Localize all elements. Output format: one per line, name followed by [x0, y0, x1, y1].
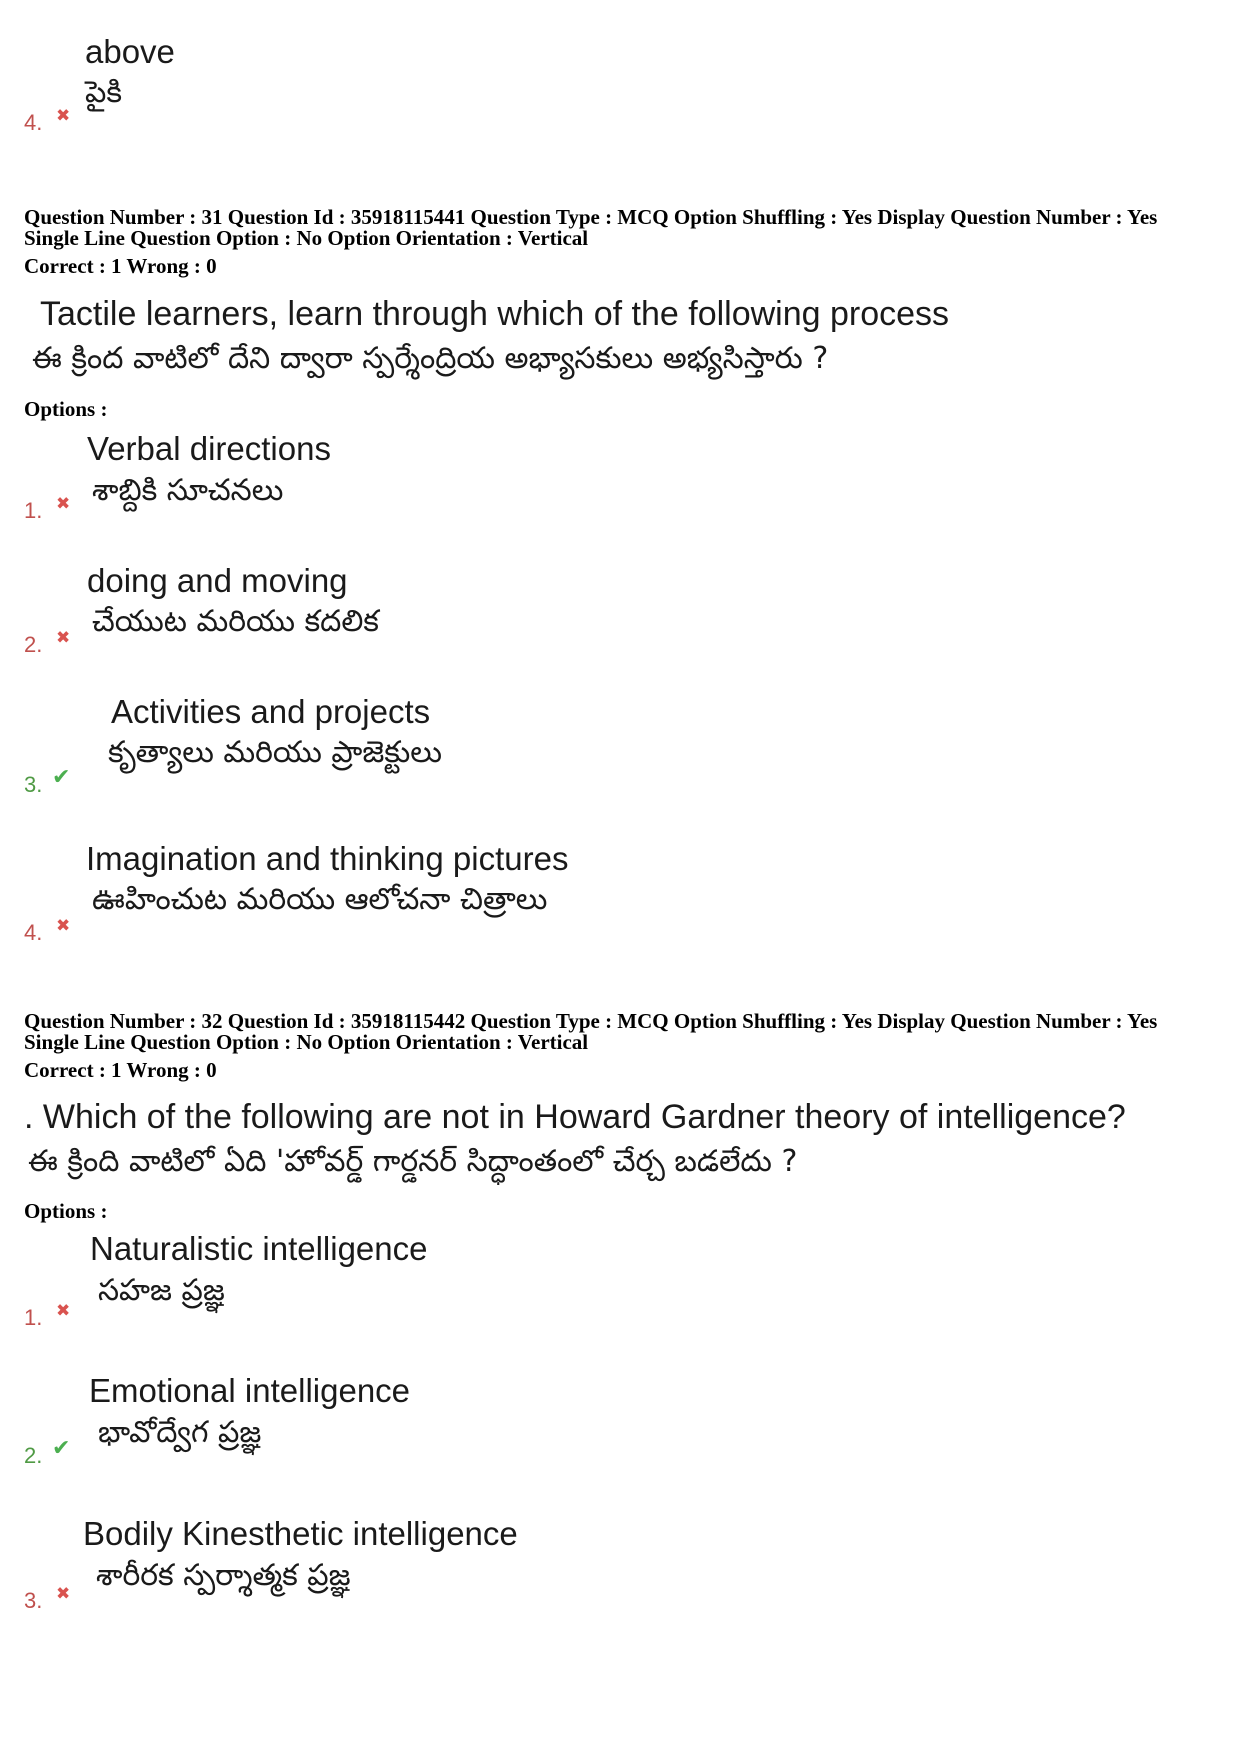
q32-question-en: . Which of the following are not in Howard Gardner theory of intelligence?	[24, 1098, 1126, 1136]
q32-option-2-te: భావోద్వేగ ప్రజ్ఞ	[98, 1415, 262, 1450]
option-4-text-en: above	[85, 33, 175, 70]
cross-icon: ✖	[56, 1301, 71, 1321]
option-4-text-te: పైకి	[85, 75, 122, 110]
q31-option-1-te: శాబ్దికి సూచనలు	[92, 473, 284, 508]
q31-option-2-number: 2.	[24, 632, 43, 657]
q31-marks: Correct : 1 Wrong : 0	[24, 254, 217, 278]
check-icon: ✔	[52, 1436, 71, 1461]
q31-option-3-en: Activities and projects	[111, 693, 431, 730]
cross-icon: ✖	[56, 1584, 71, 1604]
cross-icon: ✖	[56, 916, 71, 936]
cross-icon: ✖	[56, 494, 71, 514]
q31-meta-line-1: Question Number : 31 Question Id : 35918115441 Question Type : MCQ Option Shuffling : Yes Display Question Number : Yes	[24, 205, 1158, 229]
q32-option-1-en: Naturalistic intelligence	[90, 1230, 428, 1267]
q32-option-3-number: 3.	[24, 1588, 43, 1613]
q32-option-1-te: సహజ ప్రజ్ఞ	[98, 1273, 225, 1308]
q31-option-1-number: 1.	[24, 498, 43, 523]
q31-option-4-en: Imagination and thinking pictures	[86, 840, 569, 877]
q32-options-label: Options :	[24, 1199, 108, 1223]
q32-marks: Correct : 1 Wrong : 0	[24, 1058, 217, 1082]
q31-question-te: ఈ క్రింద వాటిలో దేని ద్వారా స్పర్శేంద్రియ అభ్యాసకులు అభ్యసిస్తారు ?	[32, 341, 829, 376]
cross-icon: ✖	[56, 106, 71, 126]
q31-option-1-en: Verbal directions	[87, 430, 331, 467]
q32-option-1-number: 1.	[24, 1305, 43, 1330]
q31-option-2-en: doing and moving	[87, 562, 348, 599]
q32-option-3-en: Bodily Kinesthetic intelligence	[83, 1515, 518, 1552]
q31-meta-line-2: Single Line Question Option : No Option Orientation : Vertical	[24, 226, 589, 250]
q31-option-2-te: చేయుట మరియు కదలిక	[92, 604, 379, 639]
q32-meta-line-1: Question Number : 32 Question Id : 35918115442 Question Type : MCQ Option Shuffling : Yes Display Question Number : Yes	[24, 1009, 1158, 1033]
q32-option-2-number: 2.	[24, 1443, 43, 1468]
q31-option-4-te: ఊహించుట మరియు ఆలోచనా చిత్రాలు	[92, 882, 548, 917]
q32-meta-line-2: Single Line Question Option : No Option Orientation : Vertical	[24, 1030, 589, 1054]
option-4-number: 4.	[24, 110, 43, 135]
check-icon: ✔	[52, 765, 71, 790]
q32-question-te: ఈ క్రింది వాటిలో ఏది 'హోవర్డ్ గార్డనర్ సిద్ధాంతంలో చేర్చ బడలేదు ?	[28, 1144, 798, 1179]
q31-option-3-te: కృత్యాలు మరియు ప్రాజెక్టులు	[108, 735, 442, 770]
q31-option-3-number: 3.	[24, 772, 43, 797]
cross-icon: ✖	[56, 628, 71, 648]
q32-option-2-en: Emotional intelligence	[89, 1372, 411, 1409]
q32-option-3-te: శారీరక స్పర్శాత్మక ప్రజ్ఞ	[96, 1558, 351, 1593]
q31-question-en: Tactile learners, learn through which of the following process	[40, 295, 950, 333]
q31-options-label: Options :	[24, 397, 108, 421]
q31-option-4-number: 4.	[24, 920, 43, 945]
